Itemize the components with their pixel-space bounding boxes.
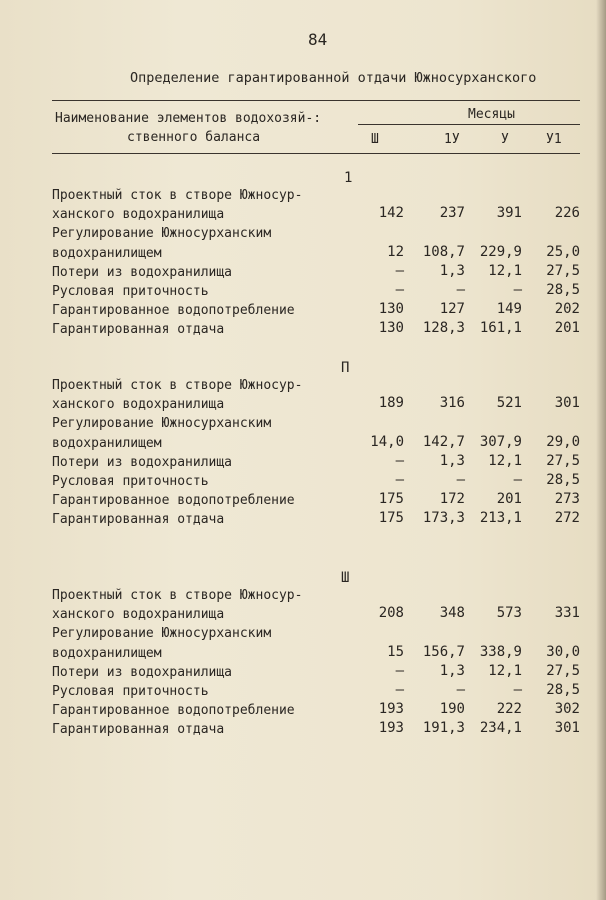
cell-value: – [395,662,404,679]
cell-value: 208 [378,605,404,622]
row-label: Гарантированная отдача [52,322,225,338]
months-rule [358,124,580,125]
cell-value: – [456,282,465,298]
row-label: Русловая приточность [52,284,209,299]
cell-value: 130 [378,320,404,337]
cell-value: 12 [387,243,404,260]
cell-value: 191,3 [422,720,465,737]
row-label: Проектный сток в створе Южносур- [52,378,303,393]
row-label: Регулирование Южносурханским [52,226,272,242]
cell-value: 156,7 [422,643,465,660]
top-rule [52,100,580,101]
cell-value: 15 [387,643,404,660]
row-label: водохранилищем [52,245,162,261]
section-numeral: П [341,360,350,376]
month-col-6: У1 [546,132,562,147]
cell-value: 189 [378,395,404,412]
row-label: Проектный сток в створе Южносур- [52,188,303,203]
cell-value: 28,5 [546,472,580,488]
cell-value: 190 [439,701,465,718]
cell-value: 149 [496,301,522,318]
row-label: Проектный сток в створе Южносур- [52,588,303,603]
cell-value: – [395,452,404,469]
cell-value: – [456,472,465,488]
row-label: ханского водохранилища [52,207,225,223]
cell-value: 331 [554,605,580,622]
cell-value: 175 [378,510,404,527]
cell-value: 273 [554,491,580,508]
cell-value: 30,0 [546,643,580,660]
cell-value: 173,3 [422,510,465,527]
row-label: водохранилищем [52,435,162,451]
cell-value: 28,5 [546,282,580,298]
row-label: Гарантированное водопотребление [52,493,295,509]
row-label: ханского водохранилища [52,607,225,623]
cell-value: 272 [554,510,580,527]
cell-value: 28,5 [546,682,580,698]
cell-value: – [395,682,404,698]
cell-value: 201 [496,491,522,508]
cell-value: 27,5 [546,262,580,279]
table-title: Определение гарантированной отдачи Южносурханского [130,70,537,86]
cell-value: – [395,282,404,298]
cell-value: 12,1 [488,262,522,279]
header-bottom-rule [52,153,580,154]
cell-value: 237 [439,205,465,222]
cell-value: – [513,472,522,488]
month-col-5: У [501,132,509,147]
cell-value: 307,9 [479,433,522,450]
cell-value: – [513,682,522,698]
page-edge-shadow [596,0,606,900]
row-label: Русловая приточность [52,684,209,699]
cell-value: 573 [496,605,522,622]
cell-value: 172 [439,491,465,508]
cell-value: 27,5 [546,662,580,679]
cell-value: 302 [554,701,580,718]
cell-value: 229,9 [479,243,522,260]
row-label: Гарантированное водопотребление [52,303,295,319]
header-name-line1: Наименование элементов водохозяй-: [55,111,322,126]
cell-value: 301 [554,395,580,412]
cell-value: – [395,472,404,488]
cell-value: 128,3 [422,320,465,337]
cell-value: 193 [378,701,404,718]
cell-value: 142 [378,205,404,222]
cell-value: 12,1 [488,452,522,469]
row-label: Потери из водохранилища [52,264,233,280]
cell-value: 234,1 [479,720,522,737]
cell-value: 142,7 [422,433,465,450]
row-label: Регулирование Южносурханским [52,626,272,642]
cell-value: 29,0 [546,433,580,450]
cell-value: 222 [496,701,522,718]
cell-value: 338,9 [479,643,522,660]
section-numeral: Ш [341,570,350,586]
row-label: ханского водохранилища [52,397,225,413]
cell-value: 193 [378,720,404,737]
cell-value: 130 [378,301,404,318]
page-number: 84 [308,30,328,49]
section-numeral: 1 [344,170,353,186]
cell-value: 521 [496,395,522,412]
row-label: Потери из водохранилища [52,454,233,470]
cell-value: 25,0 [546,243,580,260]
row-label: Гарантированная отдача [52,722,225,738]
month-col-4: 1У [444,132,460,147]
row-label: Русловая приточность [52,474,209,489]
cell-value: 127 [439,301,465,318]
cell-value: 27,5 [546,452,580,469]
month-col-3: Ш [371,132,379,147]
cell-value: 108,7 [422,243,465,260]
cell-value: 14,0 [370,433,404,450]
row-label: Гарантированное водопотребление [52,703,295,719]
row-label: Гарантированная отдача [52,512,225,528]
cell-value: 202 [554,301,580,318]
cell-value: 213,1 [479,510,522,527]
cell-value: 175 [378,491,404,508]
cell-value: 316 [439,395,465,412]
cell-value: – [395,262,404,279]
cell-value: 1,3 [439,452,465,469]
cell-value: 1,3 [439,662,465,679]
row-label: водохранилищем [52,645,162,661]
cell-value: – [456,682,465,698]
cell-value: 1,3 [439,262,465,279]
cell-value: 226 [554,205,580,222]
cell-value: 348 [439,605,465,622]
cell-value: – [513,282,522,298]
cell-value: 301 [554,720,580,737]
header-name-line2: ственного баланса [127,130,261,145]
row-label: Регулирование Южносурханским [52,416,272,432]
cell-value: 161,1 [479,320,522,337]
cell-value: 391 [496,205,522,222]
cell-value: 201 [554,320,580,337]
row-label: Потери из водохранилища [52,664,233,680]
cell-value: 12,1 [488,662,522,679]
header-months-label: Месяцы [468,107,515,122]
